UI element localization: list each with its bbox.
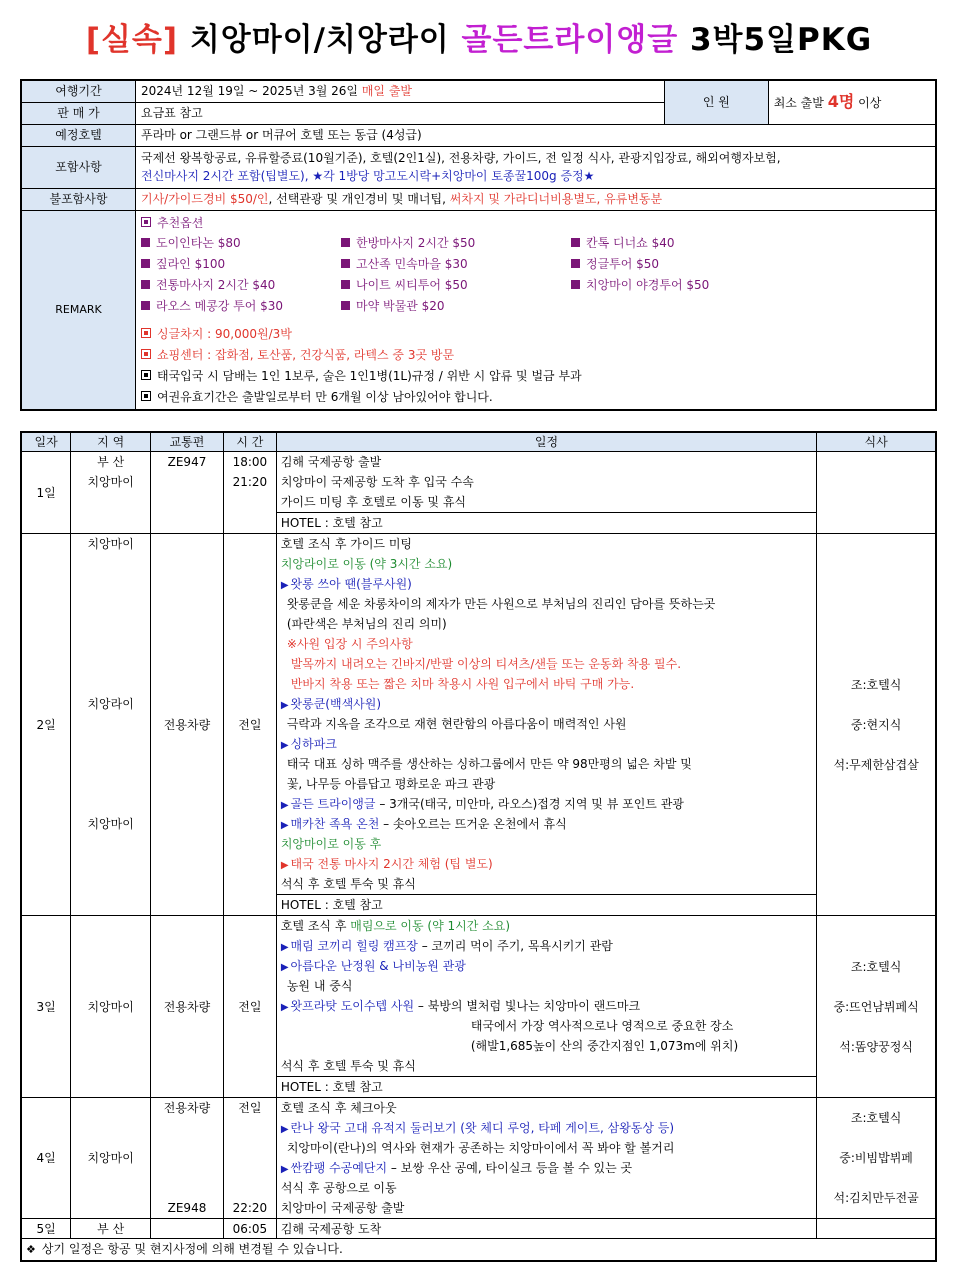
day-row: [21, 1219, 936, 1239]
day-number: 2일: [21, 534, 71, 916]
options-grid: [141, 232, 930, 315]
day-time: 전일: [223, 534, 276, 916]
header-transport: 교통편: [151, 432, 224, 452]
hotel-line: HOTEL : 호텔 참고: [277, 512, 816, 533]
day-transport: 전용차량: [151, 534, 224, 916]
day-itinerary: 김해 국제공항 도착: [276, 1219, 816, 1239]
option-item: 도이인타논 $80: [141, 234, 341, 252]
day-region: 치앙마이 치앙라이 치앙마이: [71, 534, 151, 916]
day-time: 전일 22:20: [223, 1098, 276, 1219]
day-region: 치앙마이: [71, 916, 151, 1098]
remark-label: REMARK: [21, 210, 135, 410]
day-number: 3일: [21, 916, 71, 1098]
day-region: 부 산 치앙마이: [71, 452, 151, 534]
excluded-label: 불포함사항: [21, 188, 135, 210]
header-region: 지 역: [71, 432, 151, 452]
schedule-table: [20, 431, 937, 1262]
day-itinerary: 호텔 조식 후 체크아웃 ▶ 란나 왕국 고대 유적지 둘러보기 (왓 체디 루엉, 타페 게이트, 삼왕동상 등) 치앙마이(란나)의 역사와 현재가 공존하는 치앙마이에서 꼭 봐야 할 볼거리 ▶ 싼캄팽 수공예단지 – 보쌍 우산 공예, 타이실크 등을 볼 수 있는 곳 석식 후 공항으로 이동 치앙마이 국제공항 출발: [276, 1098, 816, 1219]
included-massage: 전신마사지 2시간 포함(팁별도), ★각 1방당 망고도시락+치앙마이 토종꿀100g 증정★: [140, 169, 595, 183]
day-transport: 전용차량 ZE948: [151, 1098, 224, 1219]
people-count: 4명: [827, 91, 855, 111]
hotel-line: HOTEL : 호텔 참고: [277, 1076, 816, 1097]
header-time: 시 간: [223, 432, 276, 452]
option-item: 마약 박물관 $20: [341, 297, 571, 315]
day-itinerary: 김해 국제공항 출발 치앙마이 국제공항 도착 후 입국 수속 가이드 미팅 후 호텔로 이동 및 휴식 HOTEL : 호텔 참고: [276, 452, 816, 534]
people-label: 인 원: [665, 80, 769, 124]
price-value: 요금표 참고: [135, 102, 664, 124]
people-value: 최소 출발 4명 이상: [768, 80, 936, 124]
option-item: 나이트 씨티투어 $50: [341, 276, 571, 294]
hotel-label: 예정호텔: [21, 124, 135, 146]
day-time: 전일: [223, 916, 276, 1098]
day-transport: ZE947: [151, 452, 224, 534]
day-meal: 조:호텔식 중:현지식 석:무제한삼겹살: [817, 534, 936, 916]
hotel-line: HOTEL : 호텔 참고: [277, 894, 816, 915]
price-label: 판 매 가: [21, 102, 135, 124]
daily-departure: 매일 출발: [361, 84, 413, 99]
day-itinerary: 호텔 조식 후 가이드 미팅 치앙라이로 이동 (약 3시간 소요) ▶ 왓롱 쓰아 땐(블루사원) 왓롱쿤을 세운 차롱차이의 제자가 만든 사원으로 부처님의 진리인 담아를 뜻하는곳 (파란색은 부처님의 진리 의미) ※사원 입장 시 주의사항 발목까지 내려오는 긴바지/반팔 이상의 티셔츠/샌들 또는 운동화 착용 필수. 반바지 착용 또는 짧은 치마 착용시 사원 입구에서 바틱 구매 가능. ▶ 왓롱쿤(백색사원) 극락과 지옥을 조각으로 재현 현란함의 아름다움이 매력적인 사원 ▶ 싱하파크 태국 대표 싱하 맥주를 생산하는 싱하그룹에서 만든 약 98만평의 넓은 차밭 및 꽃, 나무등 아름답고 평화로운 파크 관광 ▶ 골든 트라이앵글 – 3개국(태국, 미안마, 라오스)접경 지역 및 뷰 포인트 관광 ▶ 매카찬 족욕 온천 – 솟아오르는 뜨거운 온천에서 휴식 치앙마이로 이동 후 ▶ 태국 전통 마사지 2시간 체험 (팁 별도) 석식 후 호텔 투숙 및 휴식 HOTEL : 호텔 참고: [276, 534, 816, 916]
header-day: 일자: [21, 432, 71, 452]
option-item: 고산족 민속마을 $30: [341, 255, 571, 273]
option-item: 라오스 메콩강 투어 $30: [141, 297, 341, 315]
included-label: 포함사항: [21, 146, 135, 188]
day-number: 1일: [21, 452, 71, 534]
shopping-info: 쇼핑센터 : 잡화점, 토산품, 건강식품, 라텍스 중 3곳 방문: [141, 346, 930, 364]
hotel-value: 푸라마 or 그랜드뷰 or 머큐어 호텔 또는 동급 (4성급): [135, 124, 936, 146]
day-number: 4일: [21, 1098, 71, 1219]
option-item: 전통마사지 2시간 $40: [141, 276, 341, 294]
options-title: 추천옵션: [141, 214, 930, 232]
page-title: [0, 14, 958, 59]
day-row: [21, 452, 936, 534]
day-row: [21, 916, 936, 1098]
option-item: 짚라인 $100: [141, 255, 341, 273]
title-destination: 치앙마이/치앙라이: [189, 22, 450, 58]
day-region: 부 산: [71, 1219, 151, 1239]
title-tag: [실속]: [85, 22, 179, 58]
period-value: 2024년 12월 19일 ~ 2025년 3월 26일 매일 출발: [135, 80, 664, 102]
day-meal: 조:호텔식 중:비빔밥뷔페 석:김치만두전골: [817, 1098, 936, 1219]
day-row: [21, 534, 936, 916]
day-time: 06:05: [223, 1219, 276, 1239]
title-duration: 3박5일PKG: [689, 22, 873, 58]
single-charge: 싱글차지 : 90,000원/3박: [141, 325, 930, 343]
customs-note: 태국입국 시 담배는 1인 1보루, 술은 1인1병(1L)규정 / 위반 시 압류 및 벌금 부과: [141, 367, 930, 385]
option-item: 치앙마이 야경투어 $50: [571, 276, 791, 294]
day-meal: [817, 452, 936, 534]
info-table: [20, 79, 937, 411]
header-itinerary: 일정: [276, 432, 816, 452]
option-item: 정글투어 $50: [571, 255, 791, 273]
day-row: [21, 1098, 936, 1219]
passport-note: 여권유효기간은 출발일로부터 만 6개월 이상 남아있어야 합니다.: [141, 388, 930, 406]
day-transport: 전용차량: [151, 916, 224, 1098]
header-meal: 식사: [817, 432, 936, 452]
day-itinerary: 호텔 조식 후 매림으로 이동 (약 1시간 소요) ▶ 매림 코끼리 힐링 캠프장 – 코끼리 먹이 주기, 목욕시키기 관람 ▶ 아름다운 난정원 & 나비농원 관광 농원 내 중식 ▶ 왓프라탓 도이수텝 사원 – 북방의 별처럼 빛나는 치앙마이 랜드마크 태국에서 가장 역사적으로나 영적으로 중요한 장소 (해발1,685높이 산의 중간지점인 1,073m에 위치) 석식 후 호텔 투숙 및 휴식 HOTEL : 호텔 참고: [276, 916, 816, 1098]
title-golden: 골든트라이앵글: [461, 22, 679, 58]
option-item: 한방마사지 2시간 $50: [341, 234, 571, 252]
included-value: 국제선 왕복항공료, 유류할증료(10월기준), 호텔(2인1실), 전용차량, 가이드, 전 일정 식사, 관광지입장료, 해외여행자보험, 전신마사지 2시간 포함(팁별도), ★각 1방당 망고도시락+치앙마이 토종꿀100g 증정★: [135, 146, 936, 188]
day-number: 5일: [21, 1219, 71, 1239]
day-transport: [151, 1219, 224, 1239]
footnote: ❖ 상기 일정은 항공 및 현지사정에 의해 변경될 수 있습니다.: [21, 1239, 936, 1261]
option-item: 칸톡 디너쇼 $40: [571, 234, 791, 252]
day-region: 치앙마이: [71, 1098, 151, 1219]
period-label: 여행기간: [21, 80, 135, 102]
day-meal: [817, 1219, 936, 1239]
day-time: 18:00 21:20: [223, 452, 276, 534]
excluded-value: 기사/가이드경비 $50/인, 선택관광 및 개인경비 및 매너팁, 써차지 및 가라디너비용별도, 유류변동분: [135, 188, 936, 210]
day-meal: 조:호텔식 중:뜨언남뷔페식 석:똠양꿍정식: [817, 916, 936, 1098]
remark-body: [135, 210, 936, 410]
